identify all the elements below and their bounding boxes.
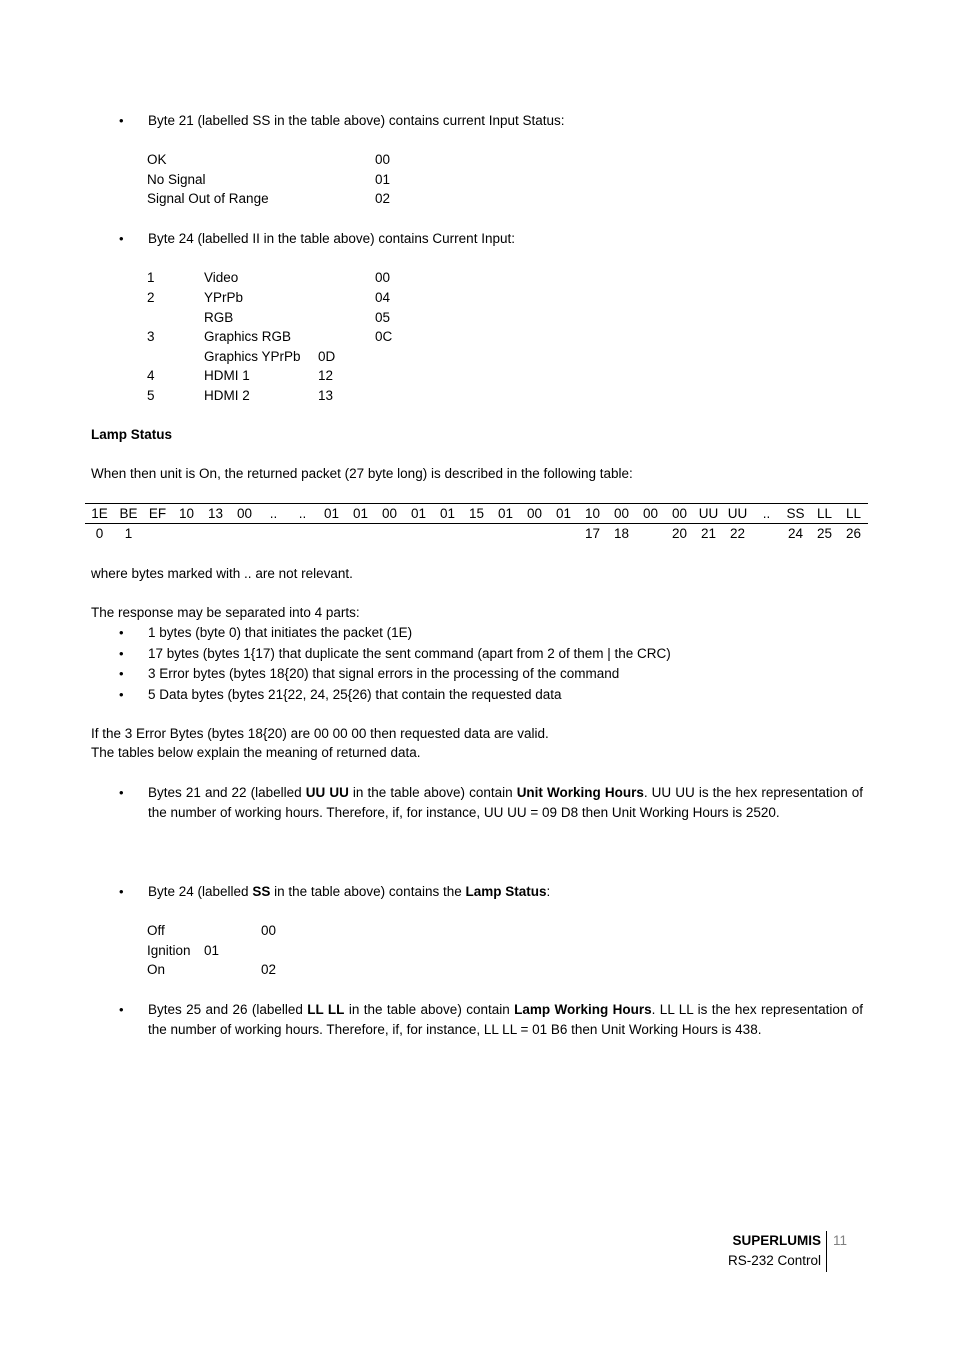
input-status-label: Signal Out of Range — [147, 191, 269, 206]
byte-values-row — [85, 504, 868, 524]
byte-index-cell — [288, 524, 317, 544]
byte-cell: 00 — [230, 504, 259, 524]
byte-cell: LL — [839, 504, 868, 524]
bullet-icon: • — [119, 884, 124, 899]
byte-cell: 01 — [346, 504, 375, 524]
byte-index-cell — [636, 524, 665, 544]
input-code: 0D — [318, 349, 336, 364]
bullet-icon: • — [119, 646, 124, 661]
byte-cell: 01 — [433, 504, 462, 524]
input-name: RGB — [204, 310, 234, 325]
byte-cell: 01 — [491, 504, 520, 524]
byte-index-cell: 18 — [613, 526, 630, 541]
list-item: 1 bytes (byte 0) that initiates the packet (1E) — [148, 625, 413, 640]
lamp-status-label: Off — [147, 923, 165, 938]
input-number: 4 — [147, 368, 155, 383]
not-relevant-note: where bytes marked with .. are not relevant. — [91, 566, 353, 581]
byte-cell: 00 — [607, 504, 636, 524]
byte-index-cell: 24 — [787, 526, 804, 541]
byte-index-cell — [462, 524, 491, 544]
byte-cell: 00 — [636, 504, 665, 524]
parts-intro: The response may be separated into 4 parts: — [91, 605, 360, 620]
byte-index-cell — [375, 524, 404, 544]
byte-index-cell — [172, 524, 201, 544]
byte-index-cell — [433, 524, 462, 544]
list-item: 17 bytes (bytes 1{17) that duplicate the sent command (apart from 2 of them | the CRC) — [148, 646, 671, 661]
byte-cell: 13 — [201, 504, 230, 524]
valid-line-2: The tables below explain the meaning of returned data. — [91, 745, 421, 760]
byte-index-cell: 0 — [95, 526, 104, 541]
byte-index-cell: 26 — [845, 526, 862, 541]
input-code: 05 — [375, 310, 391, 325]
byte-index-cell: 21 — [700, 526, 717, 541]
footer-brand: SUPERLUMIS — [732, 1233, 821, 1248]
byte-index-cell — [404, 524, 433, 544]
byte-index-cell — [143, 524, 172, 544]
byte-index-cell: 22 — [729, 526, 746, 541]
input-status-code: 02 — [375, 191, 391, 206]
input-status-intro: Byte 21 (labelled SS in the table above) contains current Input Status: — [148, 113, 565, 128]
byte-index-row — [85, 524, 868, 544]
input-code: 12 — [318, 368, 334, 383]
input-number: 1 — [147, 270, 155, 285]
input-status-code: 01 — [375, 172, 391, 187]
byte-index-cell — [201, 524, 230, 544]
byte-cell: UU — [723, 504, 752, 524]
bullet-icon: • — [119, 1002, 124, 1017]
lamp-hours-paragraph: Bytes 25 and 26 (labelled LL LL in the table above) contain Lamp Working Hours. LL LL is the hex representation of the number of working hours. Therefore, if, for instance, LL LL = 01 B6 then Unit Working Hours is 438. — [148, 1002, 864, 1037]
byte-index-cell — [346, 524, 375, 544]
unit-hours-paragraph: Bytes 21 and 22 (labelled UU UU in the table above) contain Unit Working Hours. UU UU is the hex representation of the number of working hours. Therefore, if, for instance, UU UU = 09 D8 then Unit Working Hours is 2520. — [148, 785, 863, 820]
input-number: 2 — [147, 290, 155, 305]
input-code: 00 — [375, 270, 391, 285]
byte-cell: .. — [288, 504, 317, 524]
bullet-icon: • — [119, 625, 124, 640]
lamp-status-code: 00 — [261, 923, 277, 938]
section-heading: Lamp Status — [91, 427, 173, 442]
input-name: Video — [204, 270, 239, 285]
byte-cell: UU — [694, 504, 723, 524]
byte-cell: .. — [752, 504, 781, 524]
packet-byte-table — [85, 503, 868, 543]
byte-cell: 00 — [520, 504, 549, 524]
byte-cell: 00 — [375, 504, 404, 524]
byte-cell: 01 — [404, 504, 433, 524]
input-name: HDMI 2 — [204, 388, 250, 403]
byte-cell: BE — [114, 504, 143, 524]
list-item: 3 Error bytes (bytes 18{20) that signal errors in the processing of the command — [148, 666, 620, 681]
bullet-icon: • — [119, 666, 124, 681]
input-status-code: 00 — [375, 152, 391, 167]
input-status-label: OK — [147, 152, 167, 167]
byte-index-cell: 17 — [584, 526, 601, 541]
input-code: 04 — [375, 290, 391, 305]
footer-divider — [826, 1231, 827, 1272]
byte-cell: 01 — [549, 504, 578, 524]
byte-index-cell — [259, 524, 288, 544]
lamp-status-code: 02 — [261, 962, 277, 977]
byte-cell: 1E — [85, 504, 114, 524]
valid-line-1: If the 3 Error Bytes (bytes 18{20) are 00 00 00 then requested data are valid. — [91, 726, 549, 741]
input-status-label: No Signal — [147, 172, 206, 187]
byte-index-cell — [317, 524, 346, 544]
byte-index-cell: 25 — [816, 526, 833, 541]
input-name: HDMI 1 — [204, 368, 250, 383]
input-name: YPrPb — [204, 290, 244, 305]
lamp-intro: When then unit is On, the returned packet (27 byte long) is described in the following table: — [91, 466, 633, 481]
byte-cell: 01 — [317, 504, 346, 524]
input-code: 13 — [318, 388, 334, 403]
lamp-status-intro: Byte 24 (labelled SS in the table above) contains the Lamp Status: — [148, 884, 551, 899]
footer-subtitle: RS-232 Control — [727, 1253, 821, 1268]
input-name: Graphics YPrPb — [204, 349, 301, 364]
byte-cell: 15 — [462, 504, 491, 524]
byte-index-cell — [752, 524, 781, 544]
byte-index-cell: 20 — [671, 526, 688, 541]
byte-cell: SS — [781, 504, 810, 524]
byte-cell: 10 — [578, 504, 607, 524]
byte-cell: 00 — [665, 504, 694, 524]
bullet-icon: • — [119, 785, 124, 800]
byte-index-cell — [230, 524, 259, 544]
byte-index-cell — [549, 524, 578, 544]
byte-index-cell: 1 — [124, 526, 133, 541]
current-input-intro: Byte 24 (labelled II in the table above) contains Current Input: — [148, 231, 515, 246]
byte-index-cell — [520, 524, 549, 544]
bullet-icon: • — [119, 687, 124, 702]
input-name: Graphics RGB — [204, 329, 292, 344]
byte-index-cell — [491, 524, 520, 544]
lamp-status-code: 01 — [204, 943, 220, 958]
byte-cell: EF — [143, 504, 172, 524]
byte-cell: 10 — [172, 504, 201, 524]
byte-cell: LL — [810, 504, 839, 524]
page-number: 11 — [833, 1233, 848, 1248]
lamp-status-label: Ignition — [147, 943, 191, 958]
bullet-icon: • — [119, 113, 124, 128]
byte-cell: .. — [259, 504, 288, 524]
lamp-status-label: On — [147, 962, 166, 977]
input-number: 3 — [147, 329, 155, 344]
list-item: 5 Data bytes (bytes 21{22, 24, 25{26) that contain the requested data — [148, 687, 562, 702]
bullet-icon: • — [119, 231, 124, 246]
input-code: 0C — [375, 329, 393, 344]
input-number: 5 — [147, 388, 155, 403]
